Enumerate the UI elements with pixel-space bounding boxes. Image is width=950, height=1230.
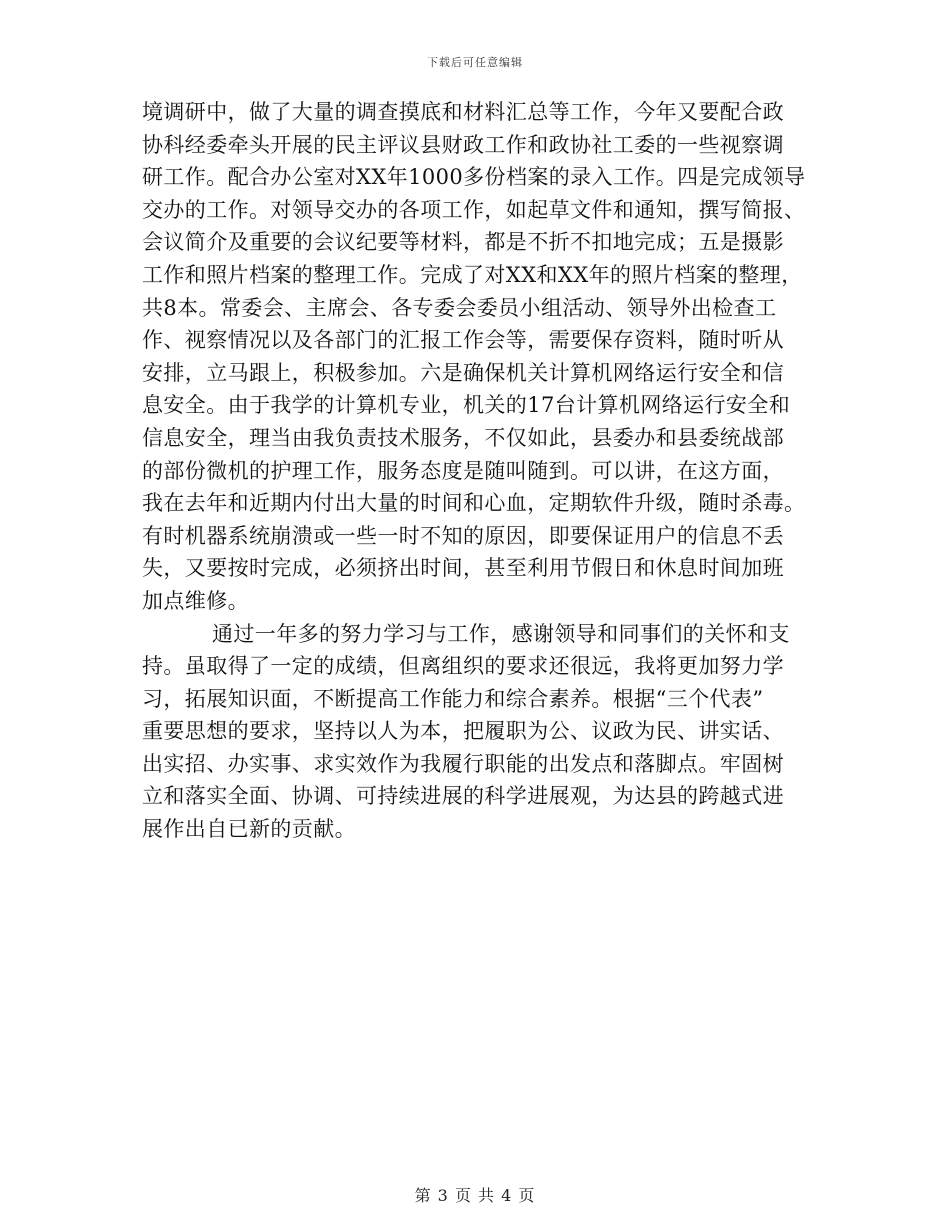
text-line: 工作和照片档案的整理工作。完成了对XX和XX年的照片档案的整理， — [142, 262, 803, 287]
text-line: 协科经委牵头开展的民主评议县财政工作和政协社工委的一些视察调 — [142, 132, 784, 157]
paragraph-start-line: 通过一年多的努力学习与工作，感谢领导和同事们的关怀和支 — [212, 621, 790, 646]
text-line: 失，又要按时完成，必须挤出时间，甚至利用节假日和休息时间加班 — [142, 556, 784, 581]
text-line: 出实招、办实事、求实效作为我履行职能的出发点和落脚点。牢固树 — [142, 751, 784, 776]
text-line: 信息安全，理当由我负责技术服务，不仅如此，县委办和县委统战部 — [142, 425, 784, 450]
text-line: 交办的工作。对领导交办的各项工作，如起草文件和通知，撰写简报、 — [142, 197, 806, 222]
text-line: 的部份微机的护理工作，服务态度是随叫随到。可以讲，在这方面， — [142, 458, 784, 483]
page-number-footer: 第 3 页 共 4 页 — [414, 1186, 536, 1205]
text-line: 习，拓展知识面，不断提高工作能力和综合素养。根据“三个代表” — [142, 686, 764, 711]
text-line: 展作出自已新的贡献。 — [142, 817, 356, 842]
text-line: 研工作。配合办公室对XX年1000多份档案的录入工作。四是完成领导 — [142, 165, 806, 190]
text-line: 安排，立马跟上，积极参加。六是确保机关计算机网络运行安全和信 — [142, 360, 784, 385]
text-line: 会议简介及重要的会议纪要等材料，都是不折不扣地完成；五是摄影 — [142, 230, 784, 255]
body-text — [142, 96, 810, 846]
header-note: 下载后可任意编辑 — [427, 56, 523, 69]
text-line: 我在去年和近期内付出大量的时间和心血，定期软件升级，随时杀毒。 — [142, 491, 806, 516]
text-line: 重要思想的要求，坚持以人为本，把履职为公、议政为民、讲实话、 — [142, 719, 784, 744]
text-line: 作、视察情况以及各部门的汇报工作会等，需要保存资料，随时听从 — [142, 328, 784, 353]
text-line: 持。虽取得了一定的成绩，但离组织的要求还很远，我将更加努力学 — [142, 654, 784, 679]
text-line: 共8本。常委会、主席会、各专委会委员小组活动、领导外出检查工 — [142, 295, 777, 320]
text-line: 境调研中，做了大量的调查摸底和材料汇总等工作，今年又要配合政 — [142, 100, 784, 124]
text-line: 有时机器系统崩溃或一些一时不知的原因，即要保证用户的信息不丢 — [142, 523, 784, 548]
text-line: 加点维修。 — [142, 588, 249, 613]
text-line: 立和落实全面、协调、可持续进展的科学进展观，为达县的跨越式进 — [142, 784, 784, 809]
text-line: 息安全。由于我学的计算机专业，机关的17台计算机网络运行安全和 — [142, 393, 791, 418]
